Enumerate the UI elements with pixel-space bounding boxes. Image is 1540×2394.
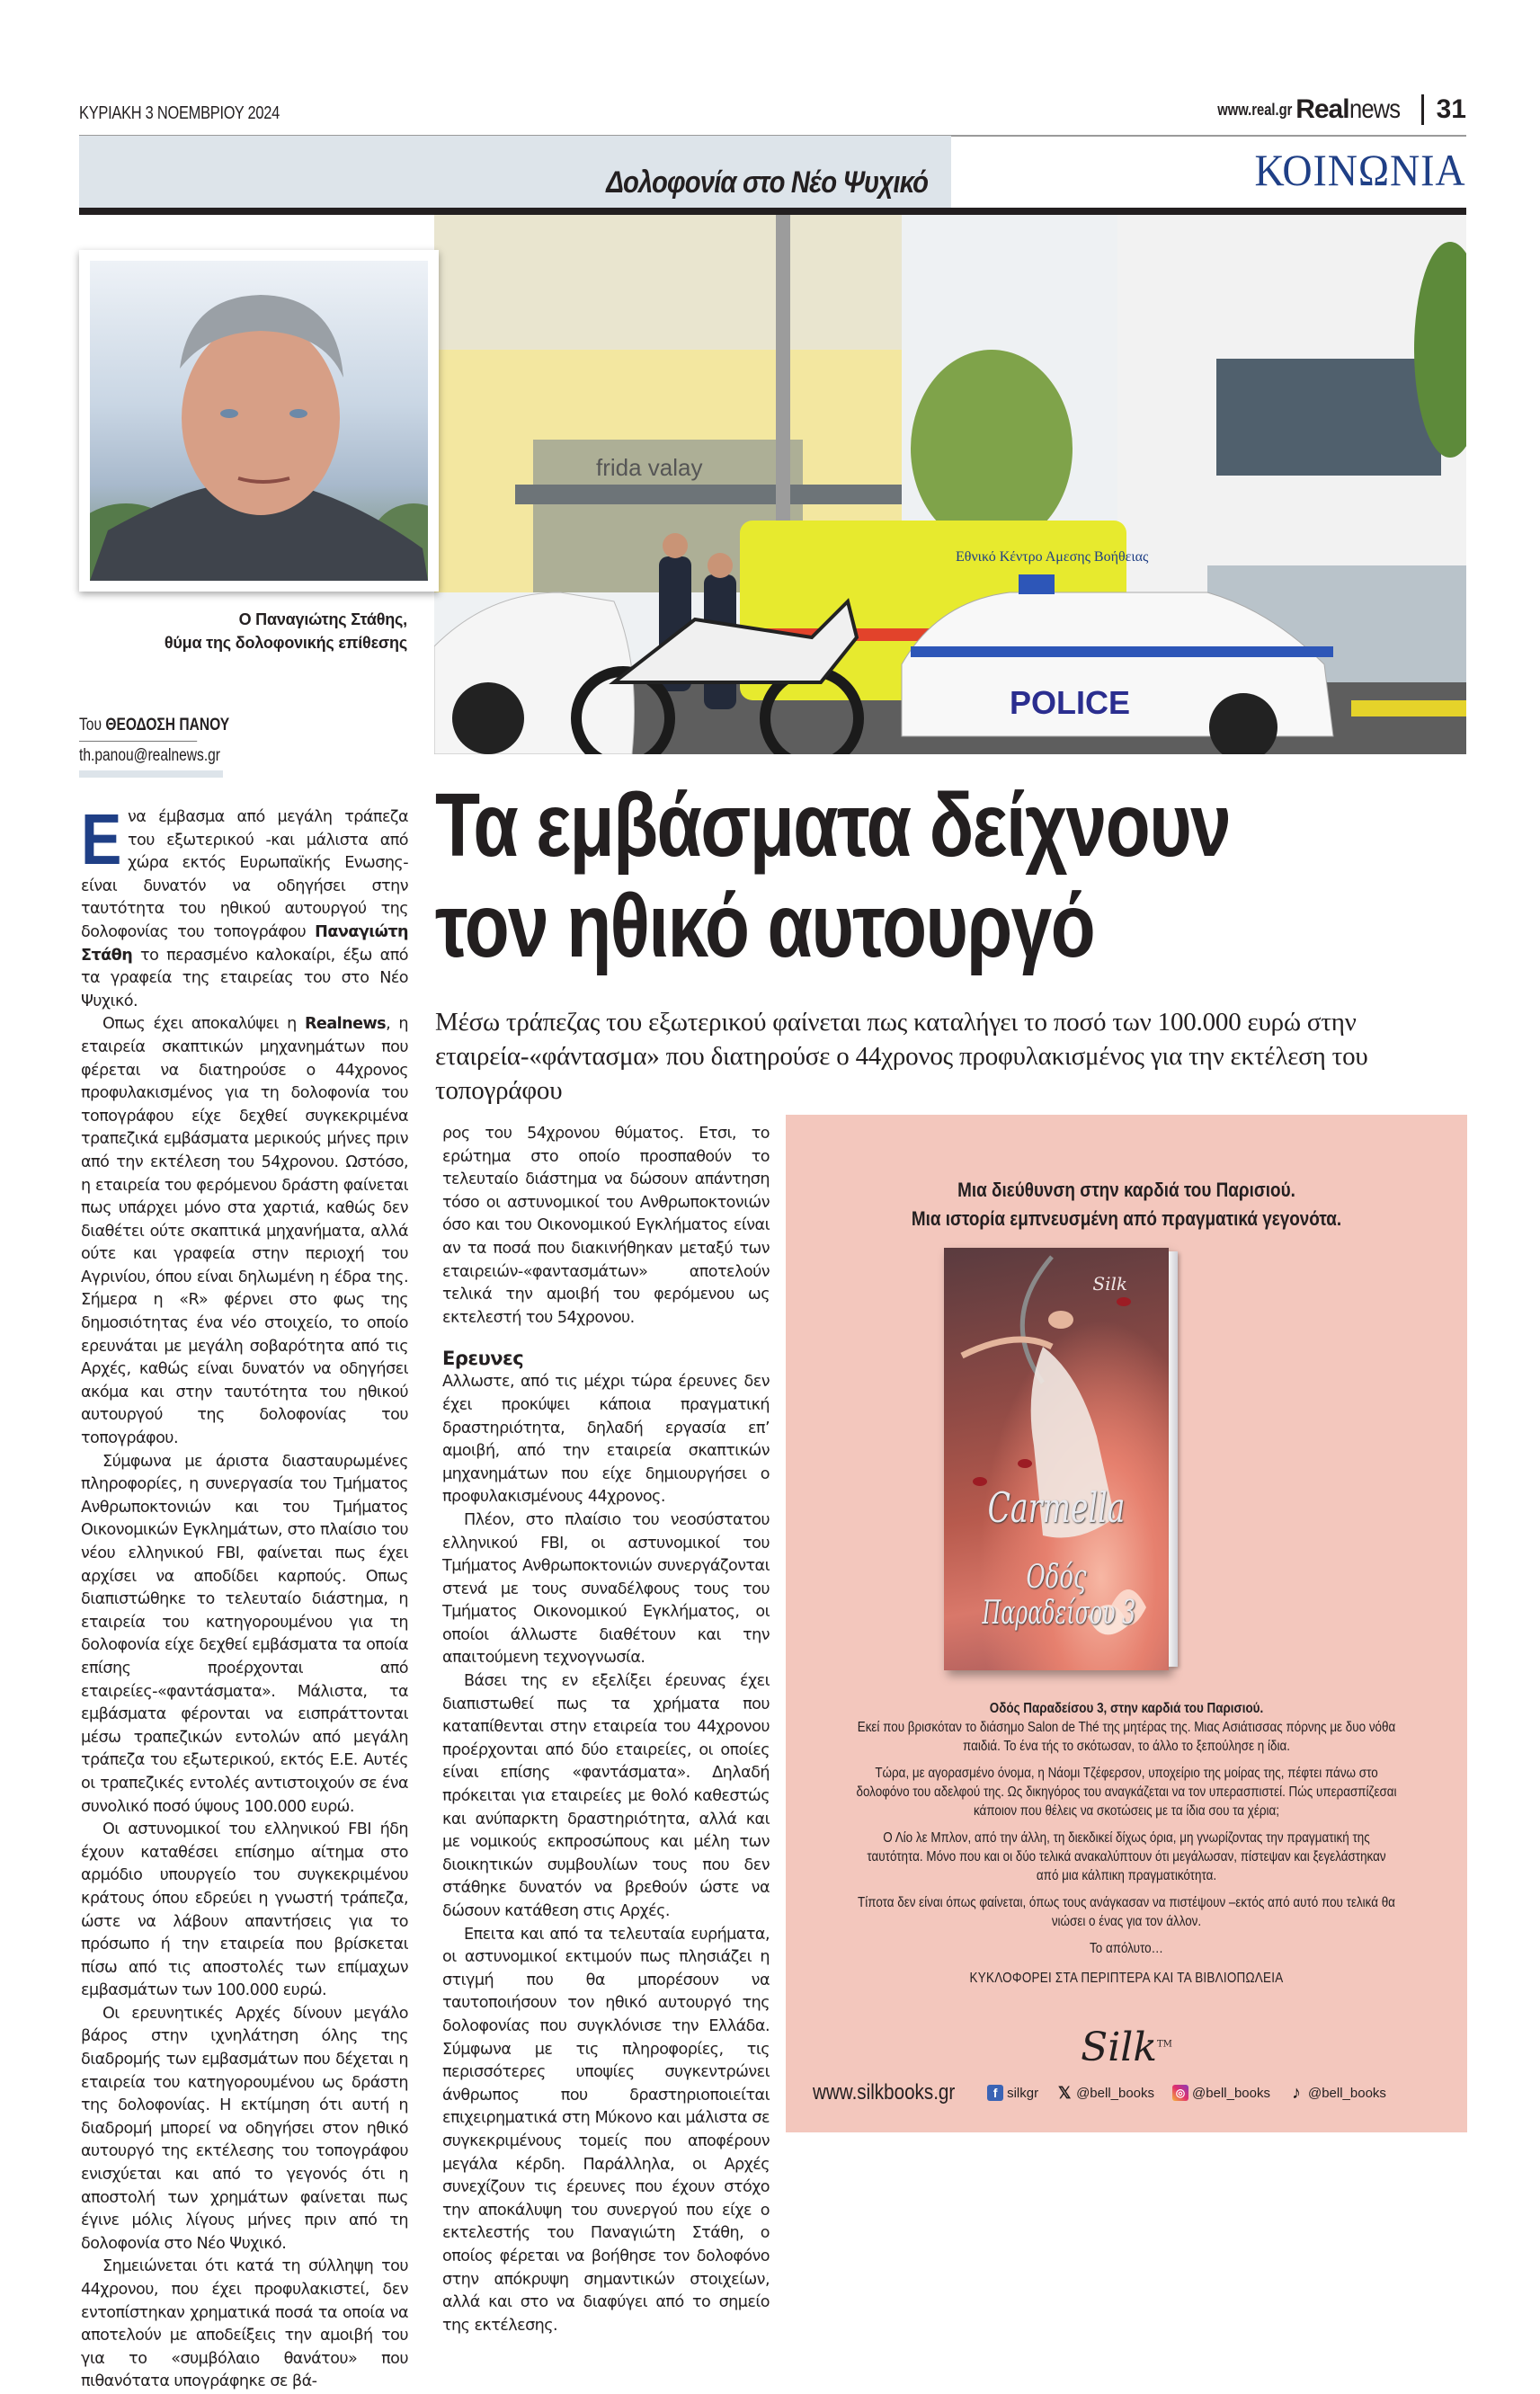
brand-news: news — [1349, 94, 1400, 124]
social-instagram[interactable] — [1172, 2085, 1270, 2101]
topic-band — [79, 136, 951, 208]
page-number: 31 — [1436, 94, 1466, 124]
paragraph-7: Αλλωστε, από τις μέχρι τώρα έρευνες δεν έχει προκύψει κάποια πραγματική δραστηριότητα, δηλαδή εργασία επ’ αμοιβή, από την εταιρεία σκαπτικών μηχανημάτων που είχε δημιουργήσει ο προφυλακισμένους 44χρονος. — [442, 1373, 770, 1507]
brand-real: Real — [1295, 94, 1349, 124]
rose-petal — [1117, 1297, 1131, 1306]
instagram-handle: @bell_books — [1192, 2085, 1270, 2101]
drop-cap: Ε — [81, 799, 121, 879]
instagram-icon: ◎ — [1172, 2085, 1188, 2101]
author-email[interactable]: th.panou@realnews.gr — [79, 746, 221, 765]
x-handle: @bell_books — [1076, 2085, 1155, 2101]
shop-awning — [515, 485, 902, 504]
ad-paragraph-1: Εκεί που βρισκόταν το διάσημο Salon de Thé της μητέρας της. Μιας Ασιάτισσας πόρνης με δυο νόθα παιδιά. Το ένα τής το σκότωσαν, το άλλο το ξεπούλησε η ίδια. — [857, 1720, 1396, 1754]
section-rule — [79, 208, 1466, 215]
paragraph-5: Οι ερευνητικές Αρχές δίνουν μεγάλο βάρος στην ιχνηλάτηση όλης της διαδρομής των εμβασμάτων που δέχεται η εταιρεία του κατηγορουμένου ως δράστη της δολοφονίας. Η εκτίμηση ότι αυτή η διαδρομή μπορεί να οδηγήσει στον ηθικό αυτουργό της εκτέλεσης του τοπογράφου ενισχύεται και από το γεγονός ότι η αποστολή των χρημάτων φαίνεται πως έγινε μόλις λίγους μήνες πριν από τη δολοφονία στο Νέο Ψυχικό. — [81, 2004, 408, 2253]
ad-tagline-2: Μια ιστορία εμπνευσμένη από πραγματικά γεγονότα. — [911, 1207, 1342, 1230]
rose-petal — [1018, 1459, 1032, 1468]
p2-text-end: , η εταιρεία σκαπτικών μηχανημάτων που φέρεται να διατηρούσε ο 44χρονος προφυλακισμένος για τη δολοφονία του τοπογράφου είχε δεχθεί συγκεκριμένα τραπεζικά εμβάσματα μερικούς μήνες πριν από την εκτέλεση του 54χρονου. Ωστόσο, η εταιρεία του φερόμενου δράστη φαίνεται πως υπάρχει μόνο στα χαρτιά, καθώς δεν διαθέτει ούτε σκαπτικά μηχανήματα, αλλά ούτε και γραφεία στην περιοχή του Αγρινίου, όπου είναι δηλωμένη η έδρα της. Σήμερα η «R» φέρνει στο φως της δημοσιότητας ένα νέο στοιχείο, το οποίο ερευνάται με μεγάλη σοβαρότητα από τις Αρχές, καθώς είναι δυνατόν να οδηγήσει ακόμα και στην ταυτότητα του ηθικού αυτουργού της δολοφονίας του τοπογράφου. — [81, 1015, 409, 1448]
author-line — [79, 716, 230, 742]
social-facebook[interactable] — [987, 2085, 1038, 2101]
section-name: ΚΟΙΝΩΝΙΑ — [1254, 145, 1466, 195]
book-image — [944, 1248, 1178, 1672]
eye — [289, 409, 307, 418]
ad-tagline-1: Μια διεύθυνση στην καρδιά του Παρισιού. — [957, 1179, 1295, 1201]
silk-logo-text: Silk — [1081, 2025, 1158, 2070]
ad-paragraph-5: Το απόλυτο… — [1089, 1941, 1163, 1956]
paragraph-9: Βάσει της εν εξελίξει έρευνας έχει διαπιστωθεί πως τα χρήματα που καταπίθενται στην εταιρεία του 44χρονου προέρχονται από δύο εταιρείες, οι οποίες είναι επίσης «φαντάσματα». Δηλαδή πρόκειται για εταιρείες με θολό καθεστώς και ανύπαρκτη δραστηριότητα, αλλά και με νομικούς εκπροσώπους και μέλη των διοικητικών συμβουλίων τους που δεν στάθηκε δυνατόν να βρεθούν ώστε να δώσουν κατάθεση στις Αρχές. — [442, 1672, 770, 1920]
ad-paragraph-4: Τίποτα δεν είναι όπως φαίνεται, όπως τους ανάγκασαν να πιστέψουν –εκτός από αυτό που τελικά θα νιώσει ο ένας για τον άλλον. — [858, 1895, 1395, 1929]
paragraph-6: Σημειώνεται ότι κατά τη σύλληψη του 44χρονου, που έχει προφυλακιστεί, δεν εντοπίστηκαν χρηματικά ποσά τα οποία να αποτελούν με αποδείξεις την αμοιβή του για το «συμβόλαιο θανάτου» που πιθανότατα υπογράφηκε σε βά- — [81, 2257, 408, 2391]
paragraph-1 — [81, 799, 408, 1013]
cover-title-line-2: Παραδείσου 3 — [982, 1595, 1136, 1632]
paragraph-6-continued: ρος του 54χρονου θύματος. Ετσι, το ερώτημα στο οποίο προσπαθούν το τελευταίο διάστημα να δώσουν απάντηση τόσο οι αστυνομικοί του Ανθρωποκτονιών όσο και του Οικονομικού Εγκλήματος είναι αν τα ποσά που διακινήθηκαν μεταξύ των εταιρειών-«φαντασμάτων» αποτελούν τελικά την αμοιβή του φερόμενου ως εκτελεστή του 54χρονου. — [442, 1125, 770, 1327]
caption-line-1: Ο Παναγιώτης Στάθης, — [238, 610, 407, 628]
masthead — [1201, 94, 1466, 125]
p2-text: Οπως έχει αποκαλύψει η — [102, 1015, 305, 1034]
caption-line-2: θύμα της δολοφονικής επίθεσης — [164, 634, 407, 652]
subheading: Ερευνες — [442, 1348, 524, 1370]
p1-text-end: το περασμένο καλοκαίρι, έξω από τα γραφεία της εταιρείας του στο Νέο Ψυχικό. — [81, 946, 408, 1010]
curb — [1351, 700, 1466, 716]
cover-title-line-1: Οδός — [1026, 1559, 1087, 1596]
paragraph-3: Σύμφωνα με άριστα διασταυρωμένες πληροφορίες, η συνεργασία του Τμήματος Ανθρωποκτονιών και του Τμήματος Οικονομικών Εγκλημάτων, στο πλαίσιο του νέου ελληνικού FBI, φαίνεται πως έχει αρχίσει να αποδίδει καρπούς. Οπως διαπιστώθηκε το τελευταίο διάστημα, η εταιρεία του κατηγορουμένου για τη δολοφονία είχε δεχθεί εμβάσματα τα οποία επίσης προέρχονται από εταιρείες-«φαντάσματα». Μάλιστα, τα εμβάσματα φέρονται να εισπράττονται μέσω τραπεζικών εντολών από μεγάλη τράπεζα του εξωτερικού, εκτός Ε.Ε. Αυτές οι τραπεζικές εντολές αντιστοιχούν σε ένα συνολικό ποσό ύψους 100.000 ευρώ. — [81, 1452, 408, 1816]
paragraph-10: Επειτα και από τα τελευταία ευρήματα, οι αστυνομικοί εκτιμούν πως πλησιάζει η στιγμή που θα μπορέσουν να ταυτοποιήσουν τον ηθικό αυτουργό της δολοφονίας που συγκλόνισε την Ελλάδα. Σύμφωνα με τις πληροφορίες, τις περισσότερες υποψίες συγκεντρώνει άνθρωπος που δραστηριοποιείται επιχειρηματικά στη Μύκονο και μάλιστα σε συγκεκριμένους τομείς που αποφέρουν μεγάλα κέρδη. Παράλληλα, οι Αρχές συνεχίζουν τις έρευνες που έχουν στόχο την αποκάλυψη του συνεργού που είχε ο εκτελεστής του Παναγιώτη Στάθη, ο οποίος φέρεται να βοήθησε τον δολοφόνο στην απόκρυψη σημαντικών στοιχείων, αλλά και στο να διαφύγει από το σημείο της εκτέλεσης. — [442, 1925, 770, 2335]
ad-paragraph-2: Τώρα, με αγορασμένο όνομα, η Νάομι Τζέφερσον, υποχείριο της μοίρας της, πέφτει πάνω στο δολοφόνο του αδελφού της. Ως δικηγόρος του αναγκάζεται να τον υπερασπιστεί. Πώς υπερασπίζεσαι κάποιον που θέλεις να σκοτώσεις με τα ίδια σου τα χέρια; — [856, 1766, 1397, 1819]
tiktok-icon: ♪ — [1291, 2083, 1301, 2103]
police-label: POLICE — [1010, 684, 1131, 721]
author-name: ΘΕΟΔΟΣΗ ΠΑΝΟΥ — [105, 716, 230, 734]
police-car-stripe — [911, 646, 1333, 657]
trademark: TM — [1157, 2039, 1172, 2050]
car-wheel — [452, 682, 524, 754]
byline — [79, 716, 230, 778]
siren-light — [1019, 574, 1055, 594]
building-upper-floor — [434, 215, 902, 350]
ambulance-label: Εθνικό Κέντρο Αμεσης Βοήθειας — [956, 549, 1149, 565]
headline — [435, 775, 1290, 976]
crime-scene-illustration — [434, 215, 1466, 754]
main-photo — [434, 215, 1466, 754]
silk-logo — [786, 2025, 1467, 2070]
cover-author: Carmella — [987, 1483, 1126, 1532]
social-tiktok[interactable] — [1288, 2085, 1386, 2101]
byline-prefix: Του — [79, 716, 102, 734]
cover-publisher-logo: Silk — [1092, 1273, 1127, 1295]
ad-release: ΚΥΚΛΟΦΟΡΕΙ ΣΤΑ ΠΕΡΙΠΤΕΡΑ ΚΑΙ ΤΑ ΒΙΒΛΙΟΠΩΛΕΙΑ — [969, 1971, 1284, 1986]
dancer-head — [1048, 1311, 1073, 1329]
officer-head — [663, 533, 688, 558]
facebook-handle: silkgr — [1007, 2085, 1039, 2101]
ad-tagline — [833, 1176, 1420, 1233]
shop-sign: frida valay — [596, 454, 703, 481]
paragraph-2 — [81, 1013, 408, 1450]
facebook-icon: f — [987, 2085, 1003, 2101]
byline-bar — [79, 770, 223, 778]
portrait-caption — [79, 608, 407, 654]
publisher-website[interactable]: www.silkbooks.gr — [813, 2080, 956, 2105]
tree — [911, 350, 1073, 547]
masthead-separator — [1421, 94, 1424, 125]
eye — [220, 409, 238, 418]
book-advertisement[interactable] — [786, 1115, 1467, 2132]
tiktok-handle: @bell_books — [1307, 2085, 1386, 2101]
site-url[interactable]: www.real.gr — [1217, 100, 1293, 119]
portrait-illustration — [90, 261, 428, 581]
deck: Μέσω τράπεζας του εξωτερικού φαίνεται πως καταλήγει το ποσό των 100.000 ευρώ στην εταιρεία-«φάντασμα» που διατηρούσε ο 44χρονος προφυλακισμένος για την εκτέλεση του τοπογράφου — [435, 1008, 1368, 1105]
p1-text: να έμβασμα από μεγάλη τράπεζα του εξωτερικού -και μάλιστα από χώρα εκτός Ευρωπαϊκής Ενωσης- είναι δυνατόν να οδηγήσει στην ταυτότητα του ηθικού αυτουργού της δολοφονίας του τοπογράφου — [81, 808, 408, 941]
ad-copy — [804, 1699, 1449, 1996]
ad-footer — [813, 2080, 1440, 2105]
article-column-2 — [442, 1123, 770, 2337]
upper-windows — [1216, 359, 1441, 476]
officer-head — [708, 553, 733, 578]
victim-portrait — [79, 250, 439, 592]
portrait-photo — [90, 261, 428, 581]
book-cover — [944, 1248, 1169, 1670]
ad-paragraph-3: Ο Λίο λε Μπλον, από την άλλη, τη διεκδικεί δίχως όρια, μη γνωρίζοντας την πραγματική της ταυτότητα. Μόνο που και οι δύο τελικά ανακαλύπτουν ότι μεγάλωσαν, πίστεψαν και ξεγελάστηκαν από μια κάλπικη πραγματικότητα. — [867, 1830, 1386, 1883]
paragraph-4: Οι αστυνομικοί του ελληνικού FBI ήδη έχουν καταθέσει επίσημο αίτημα στο αρμόδιο υπουργείο του συγκεκριμένου κράτους όπου εδρεύει η γνωστή τράπεζα, ώστε να λάβουν απαντήσεις για το πρόσωπο ή την εταιρεία που βρίσκεται πίσω από τις αποστολές των επίμαχων εμβασμάτων των 100.000 ευρώ. — [81, 1820, 408, 2000]
face — [182, 321, 340, 515]
headline-line-1: Τα εμβάσματα δείχνουν — [435, 775, 1231, 876]
social-x[interactable] — [1056, 2085, 1154, 2101]
paragraph-8: Πλέον, στο πλαίσιο του νεοσύστατου ελληνικού FBI, οι αστυνομικοί του Τμήματος Ανθρωποκτονιών συνεργάζονται στενά με τους συναδέλφους τους του Τμήματος Οικονομικού Εγκλήματος, οι οποίοι άλλωστε διαθέτουν και την απαιτούμενη τεχνογνωσία. — [442, 1510, 770, 1668]
realnews-mention: Realnews — [304, 1015, 387, 1034]
x-icon: 𝕏 — [1057, 2084, 1072, 2102]
article-column-1 — [81, 799, 409, 2394]
ad-lead: Οδός Παραδείσου 3, στην καρδιά του Παρισιού. — [989, 1701, 1264, 1716]
headline-line-2: τον ηθικό αυτουργό — [435, 876, 1095, 976]
victim-name: Παναγιώτη Στάθη — [81, 922, 408, 965]
issue-date: ΚΥΡΙΑΚΗ 3 ΝΟΕΜΒΡΙΟΥ 2024 — [79, 103, 280, 123]
book-spine — [1169, 1251, 1178, 1667]
dancer-arm — [962, 1339, 1052, 1356]
topic-title: Δολοφονία στο Νέο Ψυχικό — [606, 165, 928, 200]
